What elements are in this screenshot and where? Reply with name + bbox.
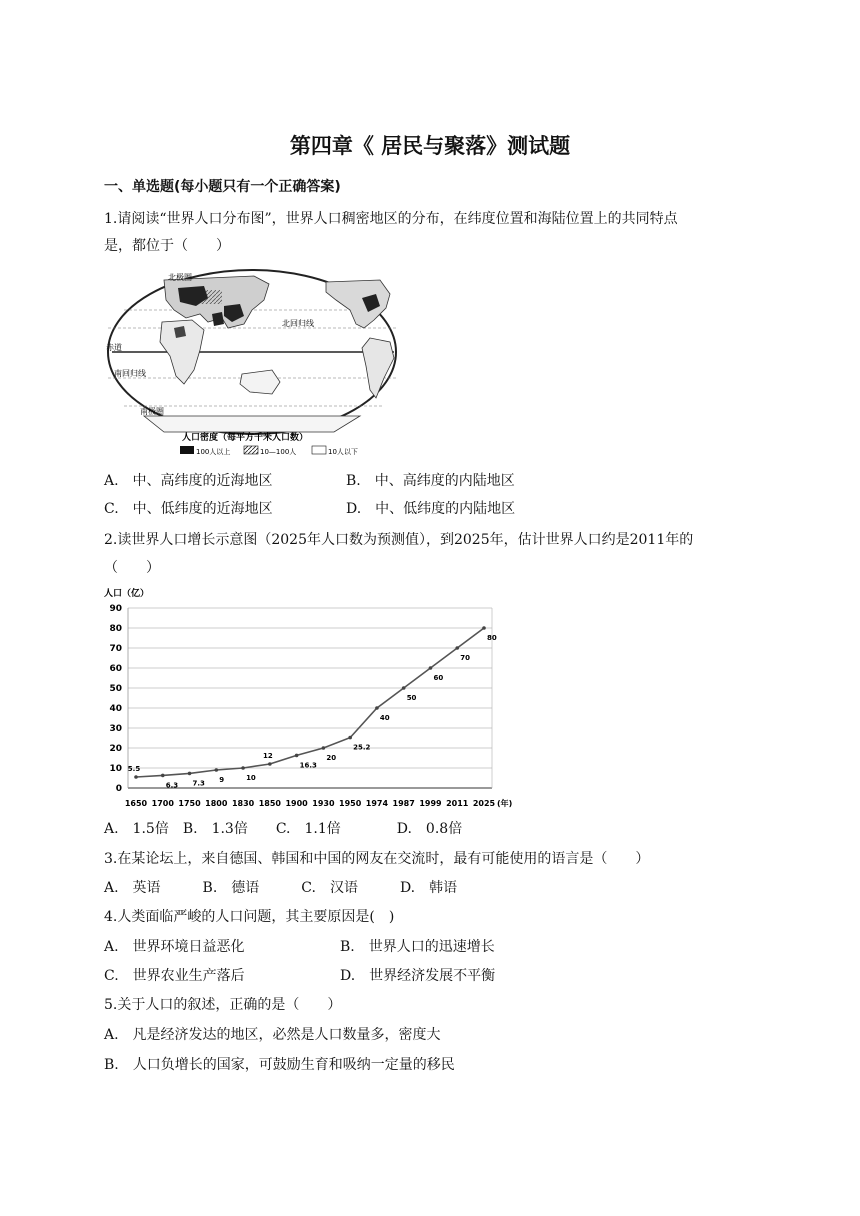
section-heading: 一、单选题(每小题只有一个正确答案) xyxy=(104,179,341,195)
page-title: 第四章《 居民与聚落》测试题 xyxy=(289,134,571,158)
chart-x-tick-label: 2025 xyxy=(472,799,496,808)
chart-data-label: 80 xyxy=(487,634,497,642)
map-label-equator: 赤道 xyxy=(106,343,122,352)
chart-y-axis-label: 人口（亿） xyxy=(104,589,150,599)
chart-y-ticks xyxy=(109,604,122,794)
chart-data-point xyxy=(188,772,192,776)
chart-x-tick-label: 1700 xyxy=(151,799,174,808)
q3-options: A. 英语 B. 德语 C. 汉语 D. 韩语 xyxy=(104,880,458,896)
population-growth-chart xyxy=(102,582,522,810)
chart-data-point xyxy=(215,768,219,772)
chart-data-label: 12 xyxy=(262,752,273,760)
landmass-antarctica xyxy=(144,416,360,432)
map-legend-title: 人口密度（每平方千米人口数） xyxy=(182,433,309,443)
chart-x-tick-label: 1987 xyxy=(392,799,415,808)
chart-y-tick-label: 30 xyxy=(109,724,122,734)
chart-y-tick-label: 90 xyxy=(109,604,122,614)
chart-y-tick-label: 10 xyxy=(109,764,122,774)
chart-data-label: 16.3 xyxy=(299,761,317,770)
chart-x-tick-label: 1950 xyxy=(339,799,362,808)
chart-y-tick-label: 50 xyxy=(109,684,122,694)
legend-label-medium: 10—100人 xyxy=(260,448,297,456)
chart-data-point xyxy=(268,762,272,766)
chart-data-point xyxy=(134,775,138,779)
chart-data-point xyxy=(482,626,486,630)
chart-data-label: 50 xyxy=(406,694,417,702)
legend-swatch-dense xyxy=(180,446,194,454)
chart-data-point xyxy=(455,646,459,650)
q1-option-a: A. 中、高纬度的近海地区 xyxy=(104,473,273,489)
chart-data-label: 10 xyxy=(246,774,256,782)
q1-option-d: D. 中、低纬度的内陆地区 xyxy=(346,501,516,517)
q2-stem-line2: （ ） xyxy=(104,560,160,576)
q4-option-d: D. 世界经济发展不平衡 xyxy=(340,968,496,984)
q5-stem: 5.关于人口的叙述，正确的是（ ） xyxy=(104,997,342,1013)
legend-label-sparse: 10人以下 xyxy=(328,448,358,456)
chart-data-point xyxy=(402,686,406,690)
chart-x-tick-label: 1930 xyxy=(312,799,335,808)
map-label-tropic-north: 北回归线 xyxy=(282,319,314,328)
world-population-map xyxy=(104,266,404,458)
q4-option-c: C. 世界农业生产落后 xyxy=(104,968,245,984)
chart-data-point xyxy=(375,706,379,710)
chart-data-point xyxy=(429,666,433,670)
chart-y-tick-label: 80 xyxy=(109,624,122,634)
chart-x-tick-label: 1850 xyxy=(258,799,281,808)
chart-data-point xyxy=(348,736,352,740)
chart-x-tick-label: 1650 xyxy=(124,799,148,808)
chart-data-label: 7.3 xyxy=(192,779,205,788)
chart-data-label: 70 xyxy=(460,654,470,662)
q4-option-a: A. 世界环境日益恶化 xyxy=(104,939,245,955)
chart-x-tick-label: 1900 xyxy=(285,799,308,808)
chart-x-tick-label: 1974 xyxy=(365,799,389,808)
chart-x-tick-label: 1999 xyxy=(419,799,442,808)
chart-data-label: 20 xyxy=(326,754,337,762)
chart-data-point xyxy=(295,754,299,758)
chart-data-point xyxy=(322,746,326,750)
chart-x-ticks xyxy=(125,799,496,808)
chart-data-label: 9 xyxy=(219,776,225,784)
q5-option-a: A. 凡是经济发达的地区，必然是人口数量多，密度大 xyxy=(104,1027,441,1043)
q1-option-c: C. 中、低纬度的近海地区 xyxy=(104,501,273,517)
map-label-tropic-south: 南回归线 xyxy=(114,369,146,378)
chart-points xyxy=(134,626,486,779)
chart-series-line xyxy=(136,628,484,777)
chart-data-label: 5.5 xyxy=(127,765,141,773)
legend-swatch-medium xyxy=(244,446,258,454)
q5-option-b: B. 人口负增长的国家，可鼓励生育和吸纳一定量的移民 xyxy=(104,1057,455,1073)
legend-swatch-sparse xyxy=(312,446,326,454)
chart-x-tick-label: 1830 xyxy=(231,799,255,808)
q4-option-b: B. 世界人口的迅速增长 xyxy=(340,939,495,955)
q1-stem-line2: 是，都位于（ ） xyxy=(104,238,230,254)
q3-stem: 3.在某论坛上，来自德国、韩国和中国的网友在交流时，最有可能使用的语言是（ ） xyxy=(104,851,650,867)
chart-y-tick-label: 20 xyxy=(109,744,122,754)
chart-data-label: 25.2 xyxy=(353,743,371,752)
q1-stem-line1: 1.请阅读“世界人口分布图”，世界人口稠密地区的分布，在纬度位置和海陆位置上的共同特点 xyxy=(104,211,678,227)
chart-data-label: 40 xyxy=(379,714,390,722)
chart-data-point xyxy=(241,766,245,770)
chart-x-unit-label: (年) xyxy=(497,799,513,808)
q2-stem-line1: 2.读世界人口增长示意图（2025年人口数为预测值），到2025年，估计世界人口约是2011年的 xyxy=(104,532,694,548)
chart-x-tick-label: 2011 xyxy=(446,799,469,808)
chart-y-tick-label: 0 xyxy=(115,784,122,794)
legend-label-dense: 100人以上 xyxy=(196,448,231,456)
chart-y-tick-label: 60 xyxy=(109,664,122,674)
chart-y-tick-label: 40 xyxy=(109,704,122,714)
chart-value-labels xyxy=(128,634,497,789)
q2-options: A. 1.5倍 B. 1.3倍 C. 1.1倍 D. 0.8倍 xyxy=(104,821,463,837)
q1-option-b: B. 中、高纬度的内陆地区 xyxy=(346,473,515,489)
chart-y-tick-label: 70 xyxy=(109,644,122,654)
q4-stem: 4.人类面临严峻的人口问题，其主要原因是( ) xyxy=(104,909,395,925)
map-label-antarctic: 南极圈 xyxy=(140,407,164,416)
chart-x-tick-label: 1750 xyxy=(178,799,201,808)
chart-x-tick-label: 1800 xyxy=(205,799,228,808)
chart-data-point xyxy=(161,774,165,778)
chart-data-label: 60 xyxy=(433,674,444,682)
chart-data-label: 6.3 xyxy=(165,781,179,790)
map-label-arctic: 北极圈 xyxy=(168,273,192,282)
